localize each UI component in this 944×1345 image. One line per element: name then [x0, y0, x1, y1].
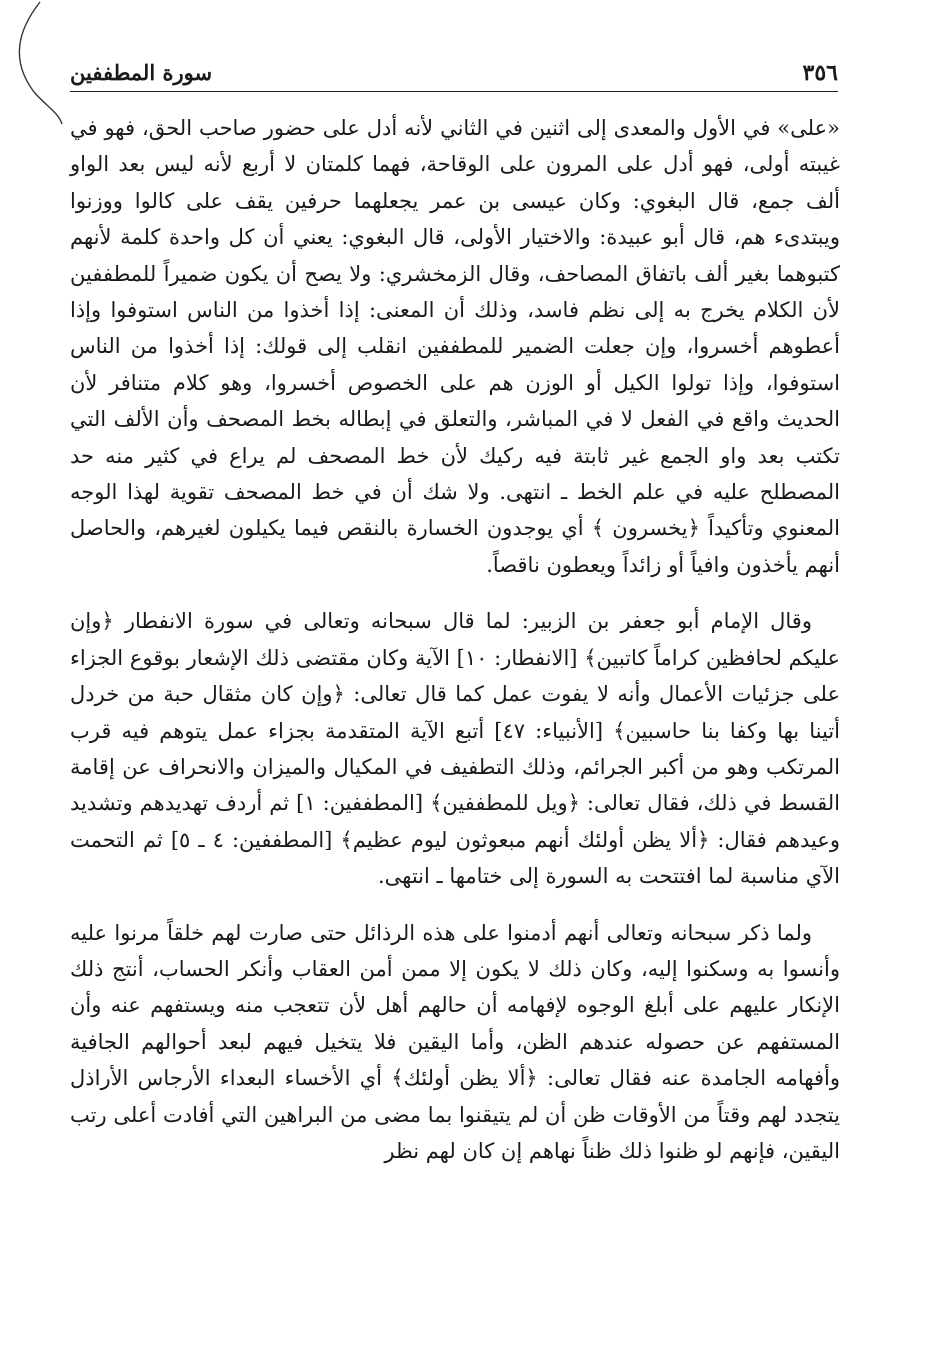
paragraph: «على» في الأول والمعدى إلى اثنين في الثاني لأنه أدل على حضور صاحب الحق، فهو في غيبته أولى، فهو أدل على المرون على الوقاحة، فهما كلمتان لا أربع لأنه ليس بعد الواو ألف جمع، قال البغوي: وكان عيسى بن عمر يجعلهما حرفين يقف على كالوا ووزنوا ويبتدىء هم، قال أبو عبيدة: والاختيار الأولى، قال البغوي: يعني أن كل واحدة كلمة لأنهم كتبوهما بغير ألف باتفاق المصاحف، وقال الزمخشري: ولا يصح أن يكون ضميراً للمطففين لأن الكلام يخرج به إلى نظم فاسد، وذلك أن المعنى: إذا أخذوا من الناس استوفوا وإذا أعطوهم أخسروا، وإن جعلت الضمير للمطففين انقلب إلى قولك: إذا أخذوا من الناس استوفوا، وإذا تولوا الكيل أو الوزن هم على الخصوص أخسروا، وهو كلام متنافر لأن الحديث واقع في الفعل لا في المباشر، والتعلق في إبطاله بخط المصحف وأن الألف التي تكتب بعد واو الجمع غير ثابتة فيه ركيك لأن خط المصحف لم يراع في كثير منه حد المصطلح عليه في علم الخط ـ انتهى. ولا شك أن في خط المصحف تقوية لهذا الوجه المعنوي وتأكيداً ﴿يخسرون ﴾ أي يوجدون الخسارة بالنقص فيما يكيلون لغيرهم، والحاصل أنهم يأخذون وافياً أو زائداً ويعطون ناقصاً.: [70, 116, 840, 577]
surah-title: سورة المطففين: [70, 60, 213, 85]
paragraph: ولما ذكر سبحانه وتعالى أنهم أدمنوا على هذه الرذائل حتى صارت لهم خلقاً مرنوا عليه وأنسوا به وسكنوا إليه، وكان ذلك لا يكون إلا ممن أمن العقاب وأنكر الحساب، أنتج ذلك الإنكار عليهم على أبلغ الوجوه لإفهامه أن حالهم أهل لأن تتعجب منه ويستفهم عنه وأن المستفهم عن حصوله عندهم الظن، وأما اليقين فلا يتخيل فيهم لبعد أحوالهم الجافية وأفهامه الجامدة عنه فقال تعالى: ﴿ألا يظن أولئك﴾ أي الأخساء البعداء الأرجاس الأراذل يتجدد لهم وقتاً من الأوقات ظن أن لم يتيقنوا بما مضى من البراهين التي أفادت أعلى رتب اليقين، فإنهم لو ظنوا ذلك ظناً نهاهم إن كان لهم نظر: [70, 920, 840, 1163]
paragraph: وقال الإمام أبو جعفر بن الزبير: لما قال سبحانه وتعالى في سورة الانفطار ﴿وإن عليكم لحافظين كراماً كاتبين﴾ [الانفطار: ١٠] الآية وكان مقتضى ذلك الإشعار بوقوع الجزاء على جزئيات الأعمال وأنه لا يفوت عمل كما قال تعالى: ﴿وإن كان مثقال حبة من خردل أتينا بها وكفا بنا حاسبين﴾ [الأنبياء: ٤٧] أتبع الآية المتقدمة بجزاء عمل يتوهم فيه قرب المرتكب وهو من أكبر الجرائم، وذلك التطفيف في المكيال والميزان والانحراف عن إقامة القسط في ذلك، فقال تعالى: ﴿ويل للمطففين﴾ [المطففين: ١] ثم أردف تهديدهم وتشديد وعيدهم فقال: ﴿ألا يظن أولئك أنهم مبعوثون ليوم عظيم﴾ [المطففين: ٤ ـ ٥] ثم التحمت الآي مناسبة لما افتتحت به السورة إلى ختامها ـ انتهى.: [70, 609, 841, 889]
header-rule: [70, 91, 838, 92]
page-header: [70, 58, 838, 92]
page-curl-mark: [0, 0, 80, 130]
body-text: [70, 110, 840, 1189]
page-number: ٣٥٦: [802, 60, 838, 86]
